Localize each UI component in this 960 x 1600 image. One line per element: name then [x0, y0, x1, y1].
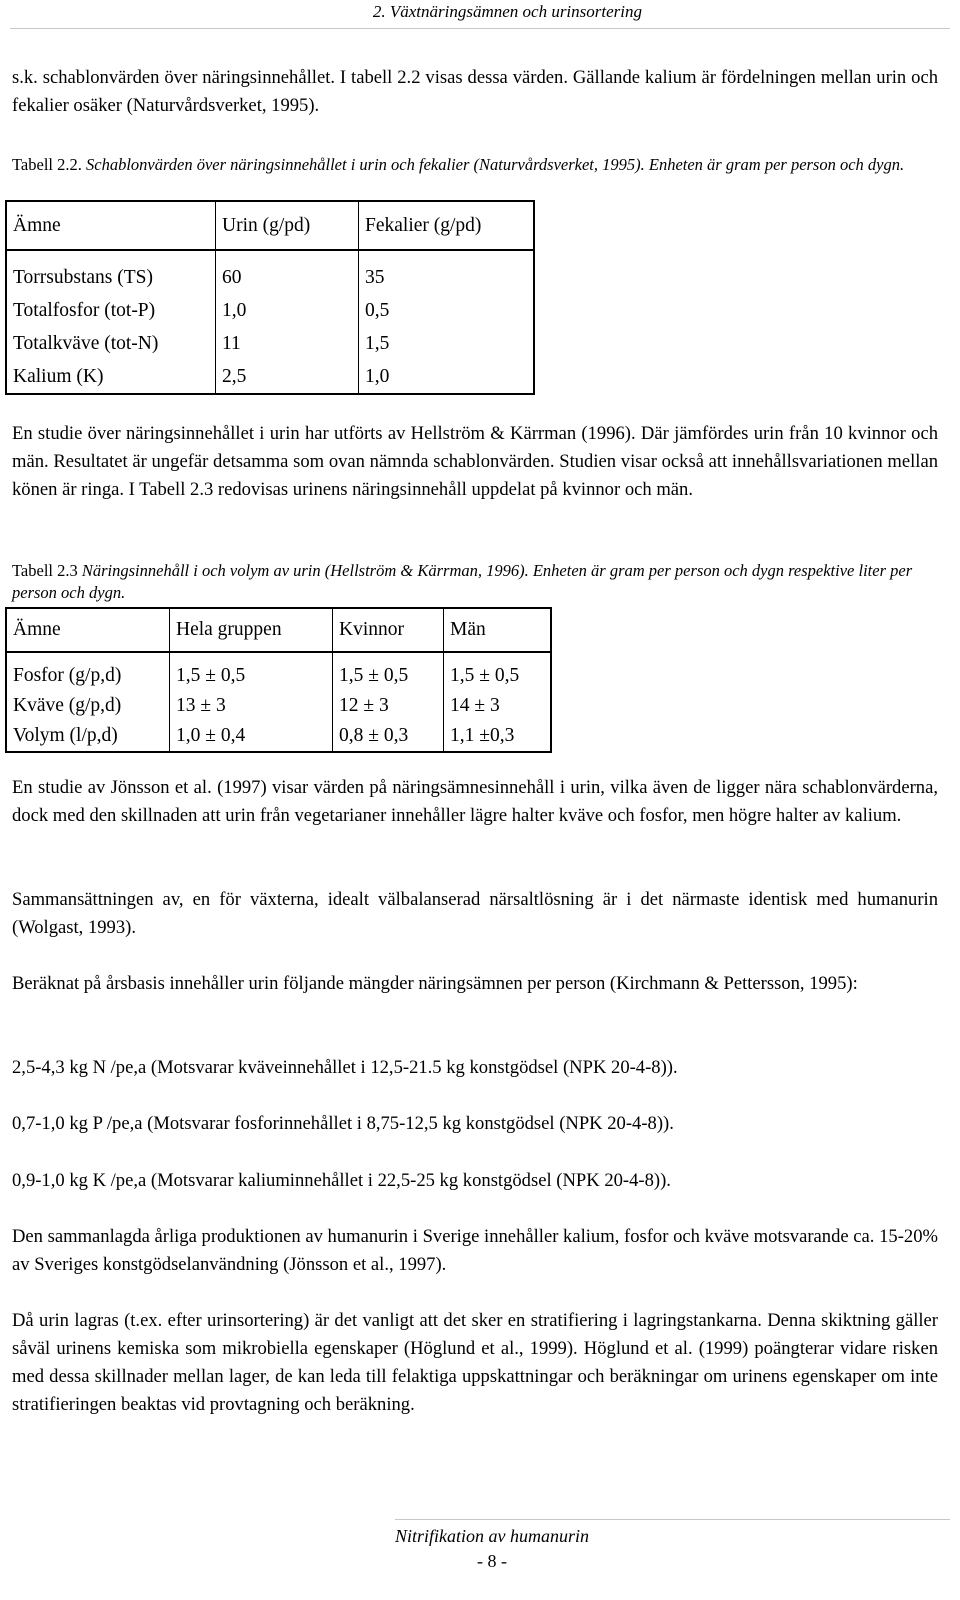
table2-caption-text: Näringsinnehåll i och volym av urin (Hellström & Kärrman, 1996). Enheten är gram per person och dygn respektive liter per person och dygn.	[12, 561, 913, 602]
table1-cell: 11	[216, 327, 359, 360]
table2-caption	[12, 560, 938, 604]
paragraph-stratification: Då urin lagras (t.ex. efter urinsortering) är det vanligt att det sker en stratifiering i lagringstankarna. Denna skiktning gäller såväl urinens kemiska som mikrobiella egenskaper (Höglund et al., 1999). Höglund et al. (1999) poängterar vidare risken med dessa skillnader mellan lager, de kan leda till felaktiga uppskattningar och beräkningar om urinens egenskaper om inte stratifieringen beaktas vid provtagning och beräkning.	[12, 1310, 938, 1415]
table2-col-substance: Ämne	[6, 608, 170, 652]
table2-col-men: Män	[444, 608, 552, 652]
table1-cell: 1,0	[359, 360, 535, 394]
table1-cell: Totalfosfor (tot-P)	[6, 294, 216, 327]
table1-col-feces: Fekalier (g/pd)	[359, 201, 535, 250]
table2-cell: 13 ± 3	[170, 691, 333, 721]
table1-cell: Kalium (K)	[6, 360, 216, 394]
paragraph-composition: Sammansättningen av, en för växterna, idealt välbalanserad närsaltlösning är i det närmaste identisk med humanurin (Wolgast, 1993).	[12, 889, 938, 938]
footer-rule	[395, 1519, 950, 1520]
table1-cell: 60	[216, 250, 359, 294]
table2-col-women: Kvinnor	[333, 608, 444, 652]
intro-paragraph: s.k. schablonvärden över näringsinnehållet. I tabell 2.2 visas dessa värden. Gällande kalium är fördelningen mellan urin och fekalier osäker (Naturvårdsverket, 1995).	[12, 67, 938, 116]
table-row	[6, 250, 534, 294]
table-row	[6, 721, 551, 752]
table-row	[6, 327, 534, 360]
table-row	[6, 294, 534, 327]
table1-caption-text: Schablonvärden över näringsinnehållet i urin och fekalier (Naturvårdsverket, 1995). Enheten är gram per person och dygn.	[81, 155, 905, 174]
table1-caption	[12, 154, 938, 176]
table-row	[6, 652, 551, 691]
table1-header-row	[6, 201, 534, 250]
paragraph-study-jonsson: En studie av Jönsson et al. (1997) visar värden på näringsämnesinnehåll i urin, vilka även de ligger nära schablonvärderna, dock med den skillnaden att urin från vegetarianer innehåller lägre halter kväve och fosfor, men högre halter av kalium.	[12, 777, 938, 826]
table2-col-all: Hela gruppen	[170, 608, 333, 652]
header-rule	[10, 28, 950, 29]
table1-caption-label: Tabell 2.2.	[12, 155, 82, 174]
table1-cell: 2,5	[216, 360, 359, 394]
table2-cell: 12 ± 3	[333, 691, 444, 721]
table2-cell: 1,0 ± 0,4	[170, 721, 333, 752]
table1-col-substance: Ämne	[6, 201, 216, 250]
table-row	[6, 691, 551, 721]
list-item: 2,5-4,3 kg N /pe,a (Motsvarar kväveinnehållet i 12,5-21.5 kg konstgödsel (NPK 20-4-8)).	[12, 1057, 678, 1078]
table-row	[6, 360, 534, 394]
table1-cell: 35	[359, 250, 535, 294]
running-header: 2. Växtnäringsämnen och urinsortering	[372, 2, 642, 21]
table2-cell: 14 ± 3	[444, 691, 552, 721]
table1-cell: Torrsubstans (TS)	[6, 250, 216, 294]
list-item: 0,7-1,0 kg P /pe,a (Motsvarar fosforinnehållet i 8,75-12,5 kg konstgödsel (NPK 20-4-8)).	[12, 1113, 674, 1134]
page-number: - 8 -	[477, 1551, 507, 1571]
table2-cell: Fosfor (g/p,d)	[6, 652, 170, 691]
table2-cell: Kväve (g/p,d)	[6, 691, 170, 721]
table2-cell: 1,5 ± 0,5	[333, 652, 444, 691]
table1-cell: 1,0	[216, 294, 359, 327]
table1-col-urine: Urin (g/pd)	[216, 201, 359, 250]
paragraph-total-production: Den sammanlagda årliga produktionen av humanurin i Sverige innehåller kalium, fosfor och kväve motsvarande ca. 15-20% av Sveriges konstgödselanvändning (Jönsson et al., 1997).	[12, 1226, 938, 1275]
table1-cell: 0,5	[359, 294, 535, 327]
table-urine-by-gender	[5, 607, 552, 753]
table2-cell: Volym (l/p,d)	[6, 721, 170, 752]
paragraph-study-hellstrom: En studie över näringsinnehållet i urin har utförts av Hellström & Kärrman (1996). Där jämfördes urin från 10 kvinnor och män. Resultatet är ungefär detsamma som ovan nämnda schablonvärden. Studien visar också att innehållsvariationen mellan könen är ringa. I Tabell 2.3 redovisas urinens näringsinnehåll uppdelat på kvinnor och män.	[12, 423, 938, 500]
table2-cell: 1,5 ± 0,5	[170, 652, 333, 691]
table2-cell: 0,8 ± 0,3	[333, 721, 444, 752]
footer-title: Nitrifikation av humanurin	[394, 1526, 589, 1546]
paragraph-annual-basis: Beräknat på årsbasis innehåller urin följande mängder näringsämnen per person (Kirchmann & Pettersson, 1995):	[12, 973, 858, 994]
table2-cell: 1,5 ± 0,5	[444, 652, 552, 691]
table2-header-row	[6, 608, 551, 652]
table1-cell: 1,5	[359, 327, 535, 360]
table2-caption-label: Tabell 2.3	[12, 561, 78, 580]
table-nutrient-defaults	[5, 200, 535, 395]
table1-cell: Totalkväve (tot-N)	[6, 327, 216, 360]
table2-cell: 1,1 ±0,3	[444, 721, 552, 752]
list-item: 0,9-1,0 kg K /pe,a (Motsvarar kaliuminnehållet i 22,5-25 kg konstgödsel (NPK 20-4-8)).	[12, 1170, 671, 1191]
